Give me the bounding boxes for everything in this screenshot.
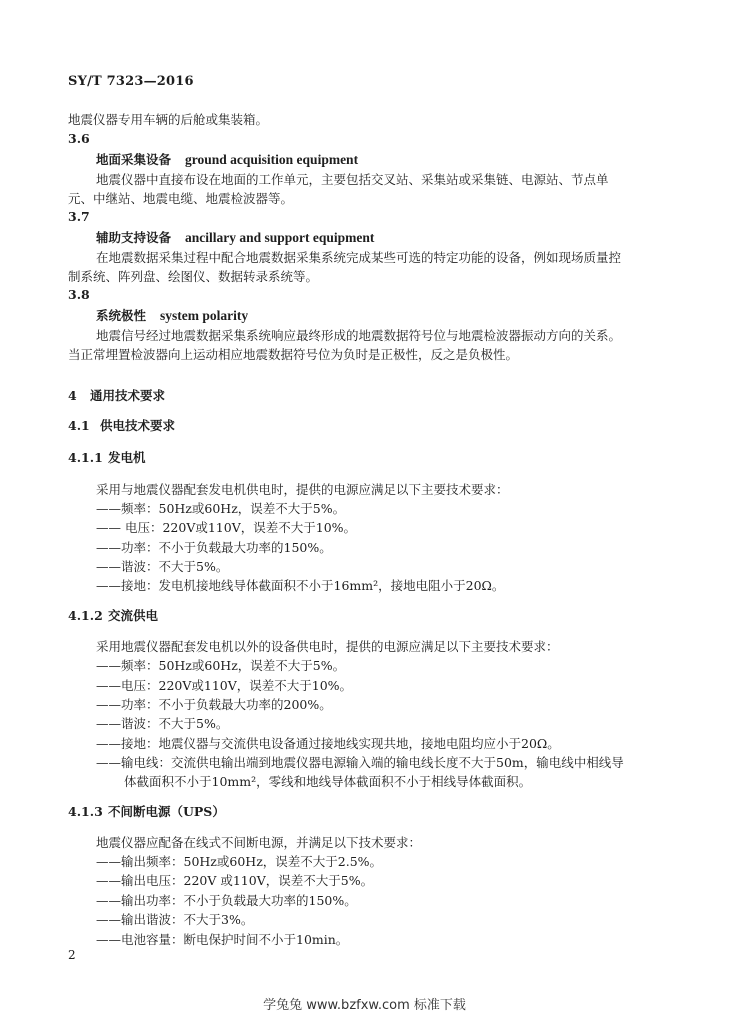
page-number: 2 xyxy=(68,948,76,962)
paragraph-line: 地震仪器专用车辆的后舱或集装箱。 xyxy=(68,112,269,127)
definition-line: 当正常埋置检波器向上运动相应地震数据符号位为负时是正极性，反之是负极性。 xyxy=(68,347,519,362)
term-3-6 xyxy=(96,150,358,168)
term-3-8 xyxy=(96,306,248,324)
clause-number-3-8: 3.8 xyxy=(68,287,90,302)
term-english: ancillary and support equipment xyxy=(185,230,375,245)
section-title: 供电技术要求 xyxy=(100,418,176,433)
list-item: ——输出电压：220V 或110V，误差不大于5%。 xyxy=(96,873,374,888)
section-intro: 地震仪器应配备在线式不间断电源，并满足以下技术要求： xyxy=(96,835,422,850)
section-intro: 采用地震仪器配套发电机以外的设备供电时，提供的电源应满足以下主要技术要求： xyxy=(96,639,559,654)
section-intro: 采用与地震仪器配套发电机供电时，提供的电源应满足以下主要技术要求： xyxy=(96,482,509,497)
list-item-continuation: 体截面积不小于10mm²，零线和地线导体截面积不小于相线导体截面积。 xyxy=(124,774,532,789)
definition-line: 在地震数据采集过程中配合地震数据采集系统完成某些可选的特定功能的设备，例如现场质量控 xyxy=(96,250,622,265)
list-item: ——输出谐波：不大于3%。 xyxy=(96,912,254,927)
list-item: ——功率：不小于负载最大功率的150%。 xyxy=(96,540,332,555)
section-number: 4.1 xyxy=(68,418,90,433)
section-number: 4.1.1 xyxy=(68,450,103,465)
footer-watermark-text: 学兔兔 www.bzfxw.com 标准下载 xyxy=(263,998,466,1013)
section-title: 发电机 xyxy=(108,450,146,465)
section-number: 4 xyxy=(68,388,77,403)
term-chinese: 系统极性 xyxy=(96,308,147,323)
section-heading-4 xyxy=(68,386,165,404)
section-heading-4-1 xyxy=(68,416,175,434)
list-item: ——接地：地震仪器与交流供电设备通过接地线实现共地，接地电阻均应小于20Ω。 xyxy=(96,736,560,751)
definition-line: 地震仪器中直接布设在地面的工作单元，主要包括交叉站、采集站或采集链、电源站、节点单 xyxy=(96,172,609,187)
list-item: ——电压：220V或110V，误差不大于10%。 xyxy=(96,678,353,693)
standard-number-header: SY/T 7323—2016 xyxy=(68,74,194,89)
list-item: ——频率：50Hz或60Hz，误差不大于5%。 xyxy=(96,501,346,516)
clause-number-3-7: 3.7 xyxy=(68,209,90,224)
definition-line: 地震信号经过地震数据采集系统响应最终形成的地震数据符号位与地震检波器振动方向的关系。 xyxy=(96,328,622,343)
list-item: ——谐波：不大于5%。 xyxy=(96,716,229,731)
list-item: —— 电压：220V或110V，误差不大于10%。 xyxy=(96,520,357,535)
section-number: 4.1.2 xyxy=(68,608,103,623)
term-english: ground acquisition equipment xyxy=(185,152,359,167)
list-item: ——频率：50Hz或60Hz，误差不大于5%。 xyxy=(96,658,346,673)
section-number: 4.1.3 xyxy=(68,804,103,819)
section-heading-4-1-1 xyxy=(68,448,146,466)
section-heading-4-1-3 xyxy=(68,802,225,820)
list-item: ——电池容量：断电保护时间不小于10min。 xyxy=(96,932,349,947)
definition-line: 制系统、阵列盘、绘图仪、数据转录系统等。 xyxy=(68,269,319,284)
list-item: ——接地：发电机接地线导体截面积不小于16mm²，接地电阻小于20Ω。 xyxy=(96,578,505,593)
term-3-7 xyxy=(96,228,374,246)
term-chinese: 地面采集设备 xyxy=(96,152,172,167)
section-title: 不间断电源（UPS） xyxy=(108,804,225,819)
section-title: 交流供电 xyxy=(108,608,159,623)
section-heading-4-1-2 xyxy=(68,606,158,624)
term-chinese: 辅助支持设备 xyxy=(96,230,172,245)
list-item: ——谐波：不大于5%。 xyxy=(96,559,229,574)
section-title: 通用技术要求 xyxy=(90,388,166,403)
list-item: ——输出频率：50Hz或60Hz，误差不大于2.5%。 xyxy=(96,854,383,869)
clause-number-3-6: 3.6 xyxy=(68,131,90,146)
list-item: ——输电线：交流供电输出端到地震仪器电源输入端的输电线长度不大于50m，输电线中相线导 xyxy=(96,755,624,770)
term-english: system polarity xyxy=(160,308,249,323)
list-item: ——输出功率：不小于负载最大功率的150%。 xyxy=(96,893,357,908)
list-item: ——功率：不小于负载最大功率的200%。 xyxy=(96,697,332,712)
definition-line: 元、中继站、地震电缆、地震检波器等。 xyxy=(68,191,294,206)
